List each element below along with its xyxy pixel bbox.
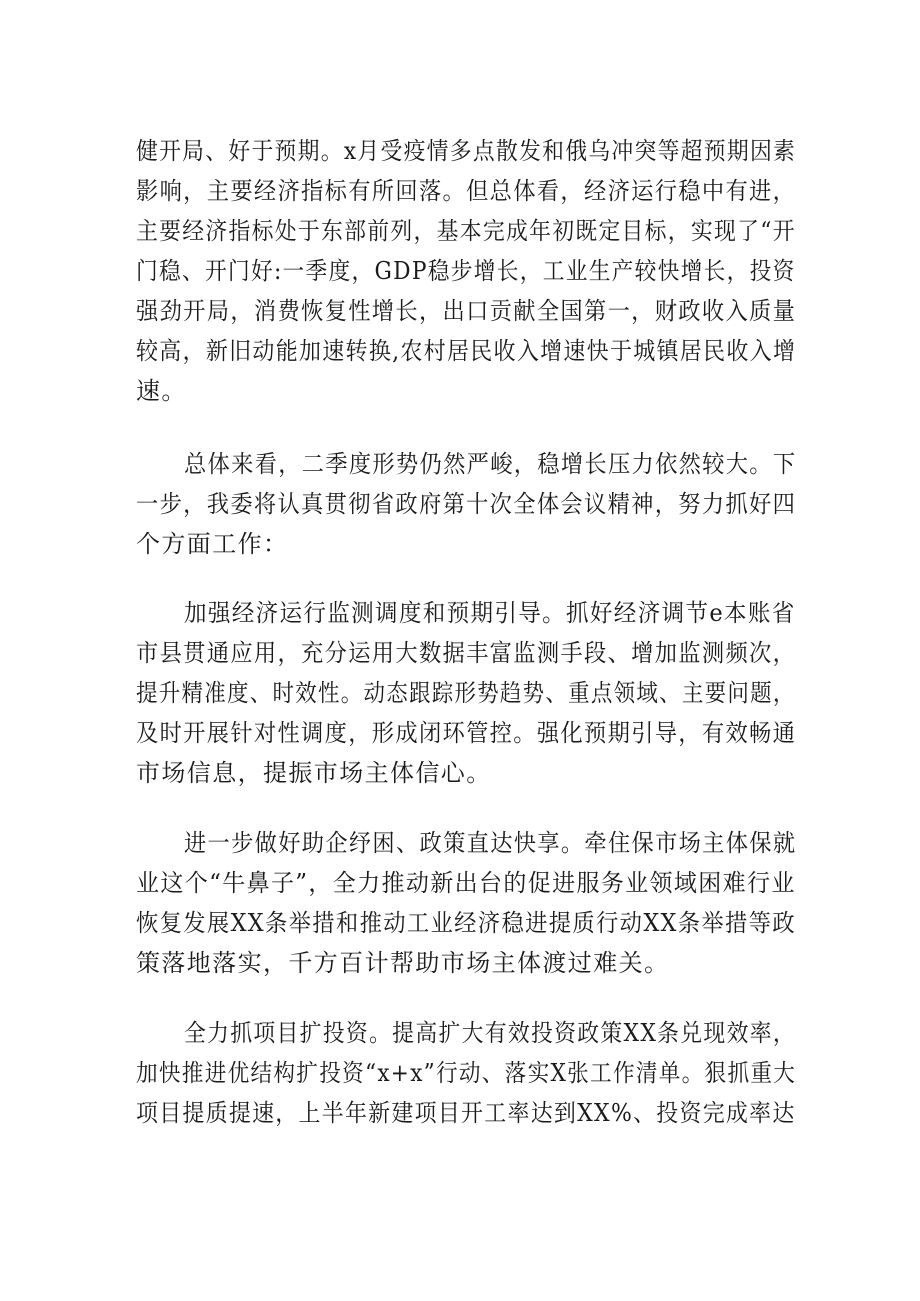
paragraph-line: 加快推进优结构扩投资“x+x”行动、落实X张工作清单。狠抓重大 [136, 1059, 797, 1087]
paragraph-line: 提升精准度、时效性。动态跟踪形势趋势、重点领域、主要问题， [136, 679, 796, 707]
paragraph-line: 影响，主要经济指标有所回落。但总体看，经济运行稳中有进， [136, 177, 797, 205]
paragraph-line: 业这个“牛鼻子”，全力推动新出台的促进服务业领域困难行业 [136, 869, 796, 897]
paragraph-line: 市县贯通应用，充分运用大数据丰富监测手段、增加监测频次， [136, 639, 797, 667]
paragraph-line: 主要经济指标处于东部前列，基本完成年初既定目标，实现了“开 [136, 217, 796, 245]
paragraph-line: 个方面工作： [136, 530, 289, 558]
paragraph-line: 恢复发展XX条举措和推动工业经济稳进提质行动XX条举措等政 [136, 909, 796, 937]
paragraph-line: 健开局、好于预期。x月受疫情多点散发和俄乌冲突等超预期因素 [136, 137, 797, 165]
paragraph-line: 策落地落实，千方百计帮助市场主体渡过难关。 [136, 949, 670, 977]
paragraph-line: 及时开展针对性调度，形成闭环管控。强化预期引导，有效畅通 [136, 719, 797, 747]
paragraph-line: 项目提质提速，上半年新建项目开工率达到XX%、投资完成率达 [136, 1099, 796, 1127]
paragraph-line: 进一步做好助企纾困、政策直达快享。牵住保市场主体保就 [184, 829, 797, 857]
paragraph-line: 市场信息，提振市场主体信心。 [136, 759, 492, 787]
document-body [136, 0, 796, 1301]
paragraph-line: 强劲开局，消费恢复性增长，出口贡献全国第一，财政收入质量 [136, 297, 797, 325]
paragraph-line: 总体来看，二季度形势仍然严峻，稳增长压力依然较大。下 [184, 450, 797, 478]
paragraph-line: 较高，新旧动能加速转换,农村居民收入增速快于城镇居民收入增 [136, 337, 797, 365]
paragraph-line: 全力抓项目扩投资。提高扩大有效投资政策XX条兑现效率， [184, 1019, 796, 1047]
paragraph-line: 加强经济运行监测调度和预期引导。抓好经济调节e本账省 [184, 599, 796, 627]
paragraph-line: 速。 [136, 377, 187, 405]
paragraph-line: 一步，我委将认真贯彻省政府第十次全体会议精神，努力抓好四 [136, 490, 797, 518]
paragraph-line: 门稳、开门好:一季度，GDP稳步增长，工业生产较快增长，投资 [136, 257, 796, 285]
